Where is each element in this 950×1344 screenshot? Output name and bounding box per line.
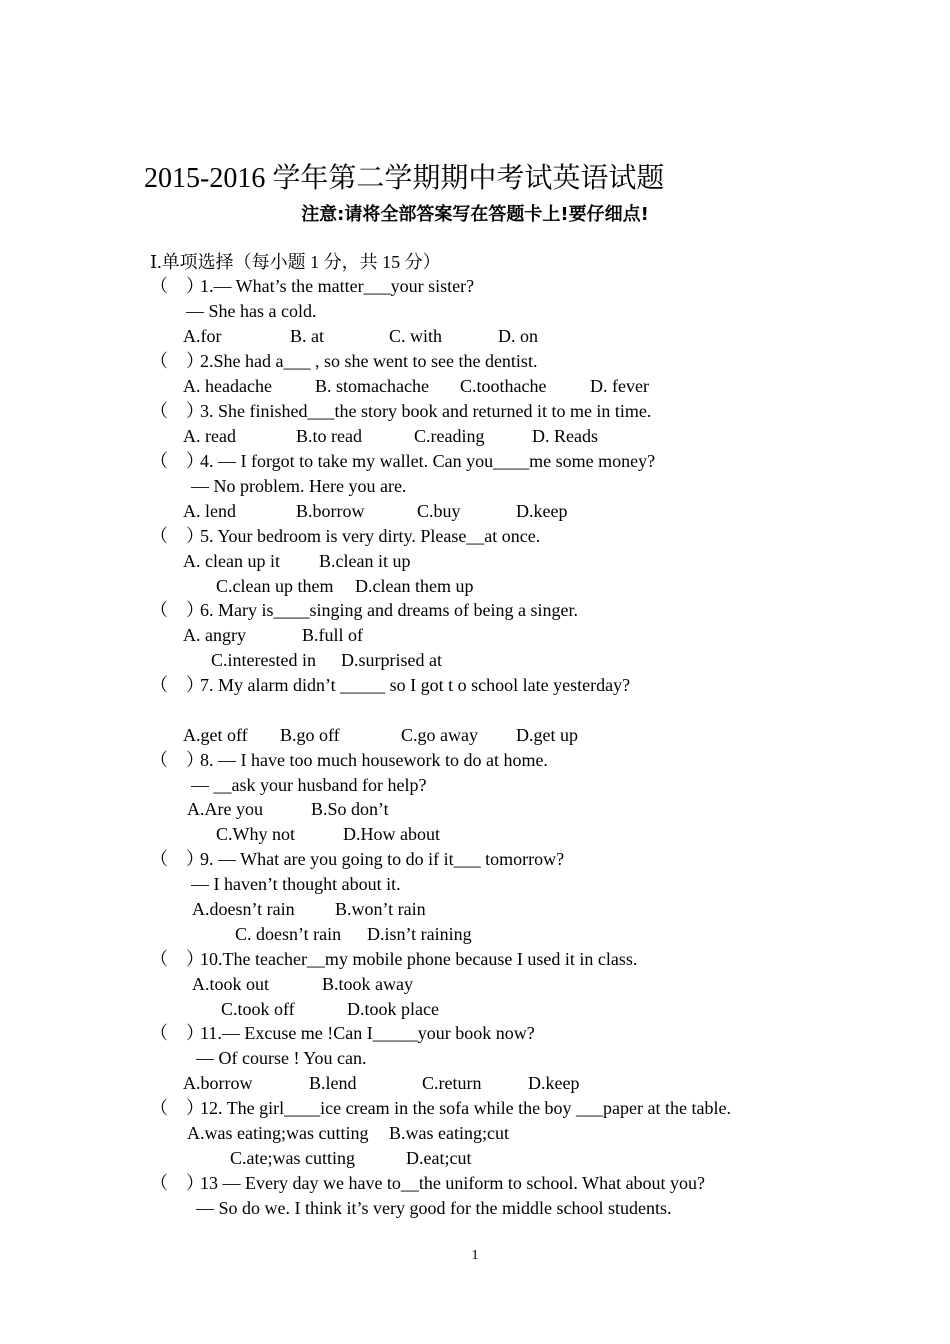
section-heading: Ⅰ.单项选择（每小题 1 分，共 15 分）: [150, 252, 441, 272]
answer-blank: （ ）: [150, 1173, 204, 1193]
question-text: 12. The girl____ice cream in the sofa while the boy ___paper at the table.: [200, 1098, 731, 1118]
option-b: B. stomachache: [315, 376, 429, 396]
answer-blank: （ ）: [150, 600, 204, 620]
question-text: 7. My alarm didn’t _____ so I got t o school late yesterday?: [200, 675, 631, 695]
option-c: C.clean up them: [216, 576, 334, 596]
option-a: A.Are you: [187, 799, 263, 819]
option-d: D.eat;cut: [406, 1148, 472, 1168]
option-d: D.isn’t raining: [367, 924, 472, 944]
option-d: D. on: [498, 326, 538, 346]
option-b: B.was eating;cut: [389, 1123, 509, 1143]
answer-blank: （ ）: [150, 1098, 204, 1118]
question-text: 10.The teacher__my mobile phone because I used it in class.: [200, 949, 638, 969]
question-13-reply: — So do we. I think it’s very good for the middle school students.: [196, 1198, 672, 1218]
option-d: D.get up: [516, 725, 578, 745]
option-d: D.How about: [343, 824, 440, 844]
option-a: A.for: [183, 326, 222, 346]
option-c: C. with: [389, 326, 443, 346]
option-c: C.toothache: [460, 376, 547, 396]
option-d: D.surprised at: [341, 650, 442, 670]
option-b: B.won’t rain: [335, 899, 426, 919]
option-d: D.keep: [516, 501, 568, 521]
option-a: A. angry: [183, 625, 246, 645]
question-4-reply: — No problem. Here you are.: [191, 476, 407, 496]
answer-blank: （ ）: [150, 401, 204, 421]
page-title: 2015-2016 学年第二学期期中考试英语试题: [144, 163, 665, 194]
option-b: B.clean it up: [319, 551, 411, 571]
question-text: 1.— What’s the matter___your sister?: [200, 276, 475, 296]
option-c: C.Why not: [216, 824, 295, 844]
option-c: C.reading: [414, 426, 485, 446]
option-c: C.took off: [221, 999, 295, 1019]
answer-blank: （ ）: [150, 351, 204, 371]
question-text: 6. Mary is____singing and dreams of being a singer.: [200, 600, 578, 620]
question-11-reply: — Of course ! You can.: [196, 1048, 367, 1068]
question-9-reply: — I haven’t thought about it.: [191, 874, 401, 894]
option-a: A. headache: [183, 376, 272, 396]
option-b: B.full of: [302, 625, 363, 645]
option-a: A.borrow: [183, 1073, 253, 1093]
page-number: 1: [471, 1248, 479, 1263]
question-text: 8. — I have too much housework to do at home.: [200, 750, 548, 770]
answer-blank: （ ）: [150, 1023, 204, 1043]
question-8-reply: — __ask your husband for help?: [191, 775, 427, 795]
answer-blank: （ ）: [150, 675, 204, 695]
notice-text: 注意:请将全部答案写在答题卡上!要仔细点!: [301, 204, 649, 225]
answer-blank: （ ）: [150, 750, 204, 770]
option-d: D.took place: [347, 999, 439, 1019]
option-a: A. lend: [183, 501, 236, 521]
question-text: 2.She had a___ , so she went to see the dentist.: [200, 351, 538, 371]
option-b: B.borrow: [296, 501, 365, 521]
option-c: C.go away: [401, 725, 478, 745]
option-b: B.to read: [296, 426, 362, 446]
option-d: D.clean them up: [355, 576, 474, 596]
option-b: B.lend: [309, 1073, 357, 1093]
option-c: C.ate;was cutting: [230, 1148, 355, 1168]
option-c: C.buy: [417, 501, 461, 521]
question-1-reply: — She has a cold.: [186, 301, 317, 321]
option-b: B. at: [290, 326, 324, 346]
option-a: A. clean up it: [183, 551, 280, 571]
option-b: B.So don’t: [311, 799, 389, 819]
question-text: 11.— Excuse me !Can I_____your book now?: [200, 1023, 535, 1043]
answer-blank: （ ）: [150, 451, 204, 471]
question-text: 4. — I forgot to take my wallet. Can you____me some money?: [200, 451, 656, 471]
option-c: C.interested in: [211, 650, 316, 670]
option-d: D. fever: [590, 376, 649, 396]
answer-blank: （ ）: [150, 849, 204, 869]
answer-blank: （ ）: [150, 276, 204, 296]
option-b: B.go off: [280, 725, 340, 745]
option-a: A.was eating;was cutting: [187, 1123, 369, 1143]
answer-blank: （ ）: [150, 526, 204, 546]
option-b: B.took away: [322, 974, 413, 994]
option-a: A.took out: [192, 974, 270, 994]
question-text: 13 — Every day we have to__the uniform to school. What about you?: [200, 1173, 706, 1193]
option-a: A.doesn’t rain: [192, 899, 295, 919]
answer-blank: （ ）: [150, 949, 204, 969]
option-d: D.keep: [528, 1073, 580, 1093]
option-a: A. read: [183, 426, 236, 446]
option-c: C.return: [422, 1073, 482, 1093]
question-text: 3. She finished___the story book and returned it to me in time.: [200, 401, 652, 421]
question-text: 9. — What are you going to do if it___ tomorrow?: [200, 849, 565, 869]
option-c: C. doesn’t rain: [235, 924, 342, 944]
option-a: A.get off: [183, 725, 248, 745]
option-d: D. Reads: [532, 426, 598, 446]
question-text: 5. Your bedroom is very dirty. Please__at once.: [200, 526, 541, 546]
